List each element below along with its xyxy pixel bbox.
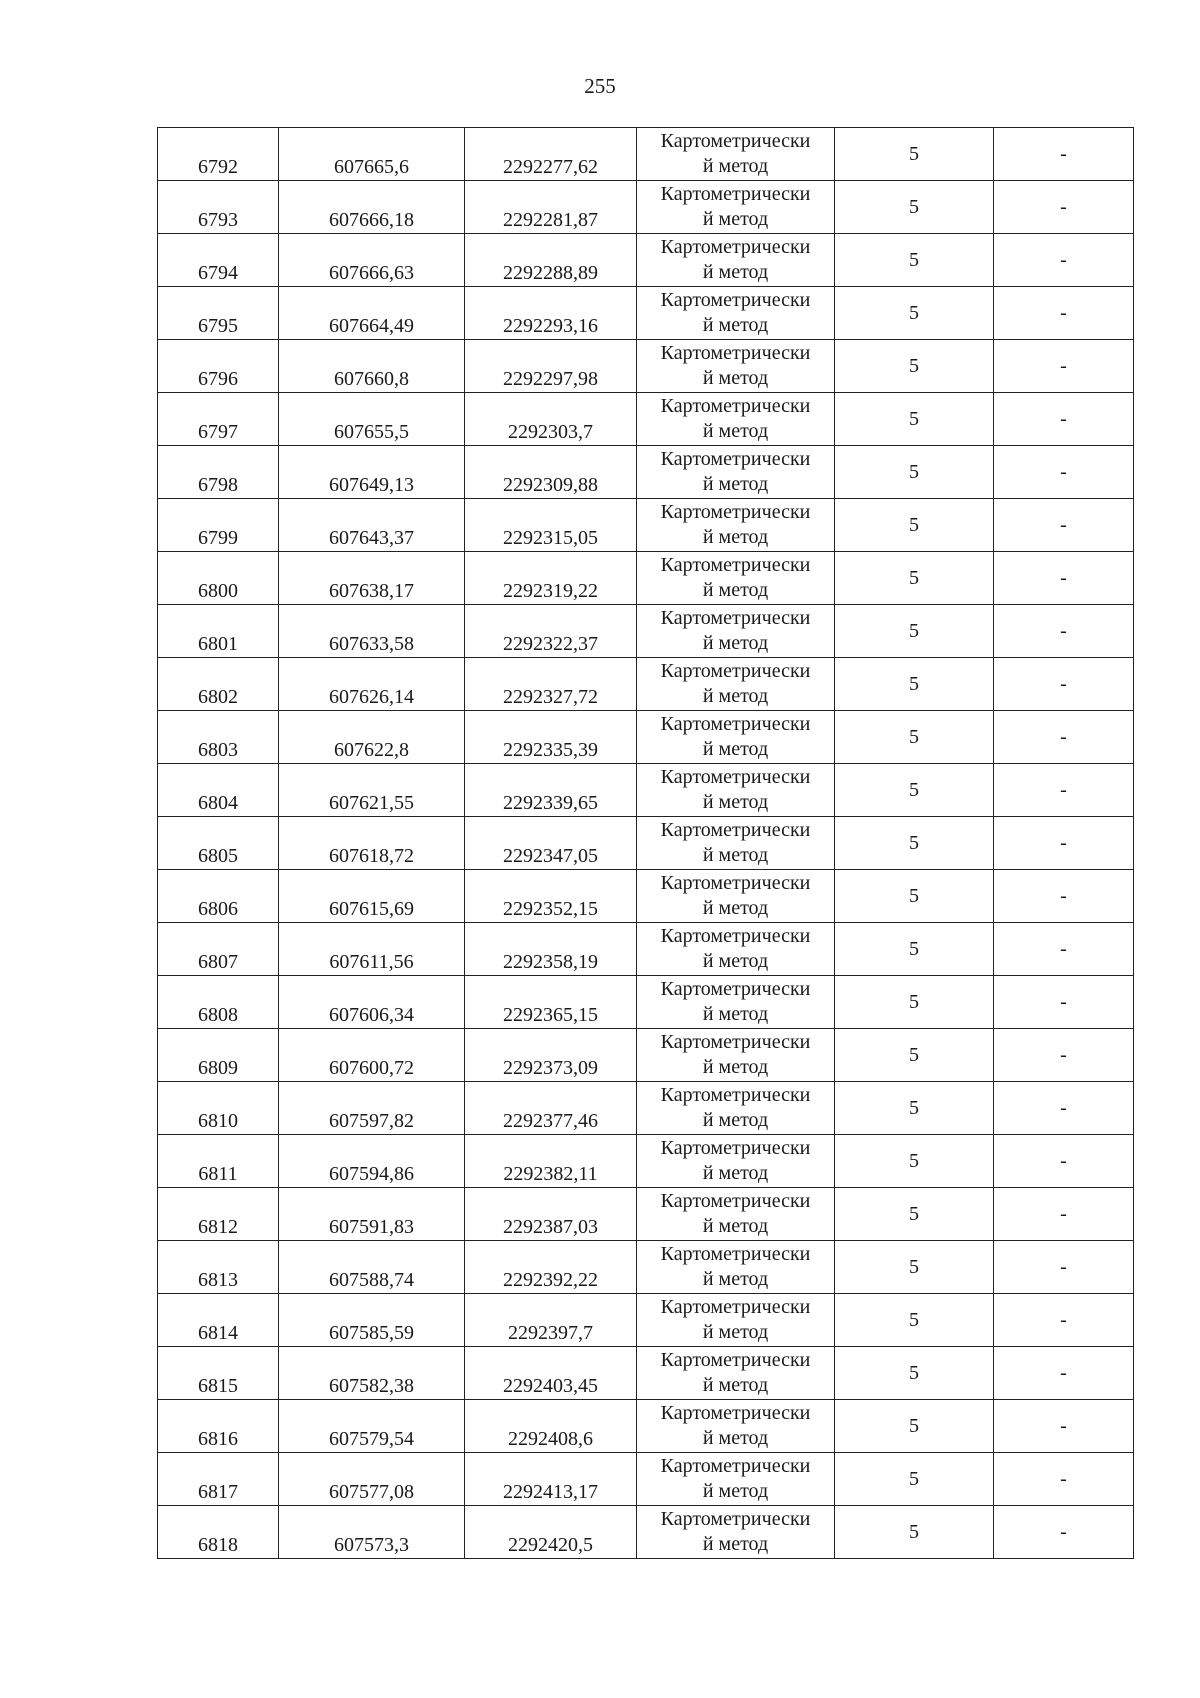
- method-text-line2: й метод: [702, 1374, 769, 1396]
- table-row: [158, 1241, 1134, 1294]
- point-number-cell: 6818: [158, 1506, 279, 1559]
- accuracy-cell: 5: [835, 976, 994, 1029]
- y-coordinate-cell: 2292277,62: [465, 128, 637, 181]
- method-text-line1: Картометрически: [660, 1031, 811, 1053]
- method-text-line2: й метод: [702, 844, 769, 866]
- method-text-line1: Картометрически: [660, 554, 811, 576]
- table-row: [158, 287, 1134, 340]
- method-cell: [637, 923, 835, 976]
- y-coordinate-cell: 2292387,03: [465, 1188, 637, 1241]
- table-row: [158, 1135, 1134, 1188]
- table-row: [158, 1400, 1134, 1453]
- method-cell: [637, 552, 835, 605]
- accuracy-cell: 5: [835, 711, 994, 764]
- x-coordinate-cell: 607597,82: [279, 1082, 465, 1135]
- accuracy-cell: 5: [835, 1188, 994, 1241]
- accuracy-cell: 5: [835, 128, 994, 181]
- accuracy-cell: 5: [835, 181, 994, 234]
- table-body: [158, 128, 1134, 1559]
- x-coordinate-cell: 607633,58: [279, 605, 465, 658]
- x-coordinate-cell: 607666,63: [279, 234, 465, 287]
- table-row: [158, 711, 1134, 764]
- y-coordinate-cell: 2292315,05: [465, 499, 637, 552]
- y-coordinate-cell: 2292309,88: [465, 446, 637, 499]
- y-coordinate-cell: 2292392,22: [465, 1241, 637, 1294]
- point-number-cell: 6797: [158, 393, 279, 446]
- point-number-cell: 6807: [158, 923, 279, 976]
- y-coordinate-cell: 2292352,15: [465, 870, 637, 923]
- point-number-cell: 6798: [158, 446, 279, 499]
- x-coordinate-cell: 607611,56: [279, 923, 465, 976]
- accuracy-cell: 5: [835, 817, 994, 870]
- method-text-line1: Картометрически: [660, 1402, 811, 1424]
- method-cell: [637, 658, 835, 711]
- point-number-cell: 6800: [158, 552, 279, 605]
- table-row: [158, 446, 1134, 499]
- x-coordinate-cell: 607622,8: [279, 711, 465, 764]
- method-text-line1: Картометрически: [660, 607, 811, 629]
- method-text-line2: й метод: [702, 579, 769, 601]
- y-coordinate-cell: 2292413,17: [465, 1453, 637, 1506]
- method-text-line1: Картометрически: [660, 819, 811, 841]
- accuracy-cell: 5: [835, 234, 994, 287]
- y-coordinate-cell: 2292322,37: [465, 605, 637, 658]
- table-row: [158, 605, 1134, 658]
- note-cell: -: [994, 287, 1134, 340]
- accuracy-cell: 5: [835, 287, 994, 340]
- y-coordinate-cell: 2292377,46: [465, 1082, 637, 1135]
- point-number-cell: 6815: [158, 1347, 279, 1400]
- method-text-line1: Картометрически: [660, 342, 811, 364]
- method-cell: [637, 1506, 835, 1559]
- method-cell: [637, 1294, 835, 1347]
- method-text-line2: й метод: [702, 1056, 769, 1078]
- accuracy-cell: 5: [835, 1241, 994, 1294]
- x-coordinate-cell: 607666,18: [279, 181, 465, 234]
- method-text-line2: й метод: [702, 738, 769, 760]
- x-coordinate-cell: 607579,54: [279, 1400, 465, 1453]
- method-text-line2: й метод: [702, 1215, 769, 1237]
- accuracy-cell: 5: [835, 1400, 994, 1453]
- method-text-line2: й метод: [702, 1427, 769, 1449]
- method-text-line2: й метод: [702, 1162, 769, 1184]
- x-coordinate-cell: 607582,38: [279, 1347, 465, 1400]
- y-coordinate-cell: 2292365,15: [465, 976, 637, 1029]
- method-text-line1: Картометрически: [660, 1349, 811, 1371]
- note-cell: -: [994, 817, 1134, 870]
- accuracy-cell: 5: [835, 552, 994, 605]
- accuracy-cell: 5: [835, 1029, 994, 1082]
- method-text-line1: Картометрически: [660, 130, 811, 152]
- y-coordinate-cell: 2292420,5: [465, 1506, 637, 1559]
- y-coordinate-cell: 2292335,39: [465, 711, 637, 764]
- method-text-line2: й метод: [702, 314, 769, 336]
- method-text-line2: й метод: [702, 632, 769, 654]
- x-coordinate-cell: 607594,86: [279, 1135, 465, 1188]
- note-cell: -: [994, 1347, 1134, 1400]
- accuracy-cell: 5: [835, 923, 994, 976]
- method-text-line1: Картометрически: [660, 501, 811, 523]
- note-cell: -: [994, 976, 1134, 1029]
- x-coordinate-cell: 607626,14: [279, 658, 465, 711]
- method-text-line2: й метод: [702, 897, 769, 919]
- x-coordinate-cell: 607577,08: [279, 1453, 465, 1506]
- x-coordinate-cell: 607649,13: [279, 446, 465, 499]
- point-number-cell: 6796: [158, 340, 279, 393]
- y-coordinate-cell: 2292373,09: [465, 1029, 637, 1082]
- table-row: [158, 817, 1134, 870]
- method-cell: [637, 181, 835, 234]
- method-text-line1: Картометрически: [660, 1084, 811, 1106]
- table-row: [158, 658, 1134, 711]
- note-cell: -: [994, 1453, 1134, 1506]
- y-coordinate-cell: 2292358,19: [465, 923, 637, 976]
- accuracy-cell: 5: [835, 1135, 994, 1188]
- x-coordinate-cell: 607665,6: [279, 128, 465, 181]
- point-number-cell: 6812: [158, 1188, 279, 1241]
- table-row: [158, 1453, 1134, 1506]
- method-cell: [637, 1400, 835, 1453]
- method-cell: [637, 128, 835, 181]
- method-text-line1: Картометрически: [660, 1296, 811, 1318]
- y-coordinate-cell: 2292339,65: [465, 764, 637, 817]
- method-cell: [637, 1135, 835, 1188]
- table-row: [158, 552, 1134, 605]
- table-row: [158, 976, 1134, 1029]
- method-text-line1: Картометрически: [660, 1190, 811, 1212]
- x-coordinate-cell: 607621,55: [279, 764, 465, 817]
- table-row: [158, 1506, 1134, 1559]
- method-cell: [637, 393, 835, 446]
- y-coordinate-cell: 2292293,16: [465, 287, 637, 340]
- method-cell: [637, 1029, 835, 1082]
- point-number-cell: 6795: [158, 287, 279, 340]
- method-text-line1: Картометрически: [660, 925, 811, 947]
- note-cell: -: [994, 1506, 1134, 1559]
- x-coordinate-cell: 607606,34: [279, 976, 465, 1029]
- y-coordinate-cell: 2292408,6: [465, 1400, 637, 1453]
- method-text-line2: й метод: [702, 1003, 769, 1025]
- table-row: [158, 234, 1134, 287]
- accuracy-cell: 5: [835, 446, 994, 499]
- method-text-line2: й метод: [702, 1533, 769, 1555]
- method-cell: [637, 1241, 835, 1294]
- point-number-cell: 6811: [158, 1135, 279, 1188]
- method-text-line2: й метод: [702, 155, 769, 177]
- method-cell: [637, 287, 835, 340]
- table-row: [158, 340, 1134, 393]
- method-text-line1: Картометрически: [660, 766, 811, 788]
- table-row: [158, 393, 1134, 446]
- note-cell: -: [994, 128, 1134, 181]
- note-cell: -: [994, 340, 1134, 393]
- method-text-line1: Картометрически: [660, 1508, 811, 1530]
- note-cell: -: [994, 658, 1134, 711]
- method-text-line1: Картометрически: [660, 1455, 811, 1477]
- note-cell: -: [994, 234, 1134, 287]
- method-cell: [637, 870, 835, 923]
- coordinates-table: [157, 127, 1134, 1559]
- x-coordinate-cell: 607655,5: [279, 393, 465, 446]
- accuracy-cell: 5: [835, 658, 994, 711]
- x-coordinate-cell: 607591,83: [279, 1188, 465, 1241]
- point-number-cell: 6816: [158, 1400, 279, 1453]
- method-cell: [637, 605, 835, 658]
- table-row: [158, 128, 1134, 181]
- method-cell: [637, 446, 835, 499]
- x-coordinate-cell: 607600,72: [279, 1029, 465, 1082]
- table-row: [158, 1347, 1134, 1400]
- y-coordinate-cell: 2292397,7: [465, 1294, 637, 1347]
- method-text-line2: й метод: [702, 208, 769, 230]
- page-number: 255: [584, 74, 616, 98]
- point-number-cell: 6794: [158, 234, 279, 287]
- accuracy-cell: 5: [835, 1294, 994, 1347]
- y-coordinate-cell: 2292319,22: [465, 552, 637, 605]
- method-text-line2: й метод: [702, 261, 769, 283]
- method-text-line2: й метод: [702, 1268, 769, 1290]
- point-number-cell: 6817: [158, 1453, 279, 1506]
- x-coordinate-cell: 607615,69: [279, 870, 465, 923]
- x-coordinate-cell: 607660,8: [279, 340, 465, 393]
- method-text-line2: й метод: [702, 1480, 769, 1502]
- y-coordinate-cell: 2292347,05: [465, 817, 637, 870]
- x-coordinate-cell: 607573,3: [279, 1506, 465, 1559]
- accuracy-cell: 5: [835, 393, 994, 446]
- accuracy-cell: 5: [835, 605, 994, 658]
- note-cell: -: [994, 870, 1134, 923]
- method-cell: [637, 340, 835, 393]
- point-number-cell: 6793: [158, 181, 279, 234]
- note-cell: -: [994, 1400, 1134, 1453]
- method-text-line1: Картометрически: [660, 660, 811, 682]
- point-number-cell: 6813: [158, 1241, 279, 1294]
- method-cell: [637, 976, 835, 1029]
- note-cell: -: [994, 1241, 1134, 1294]
- x-coordinate-cell: 607618,72: [279, 817, 465, 870]
- y-coordinate-cell: 2292403,45: [465, 1347, 637, 1400]
- method-text-line1: Картометрически: [660, 1243, 811, 1265]
- x-coordinate-cell: 607643,37: [279, 499, 465, 552]
- point-number-cell: 6808: [158, 976, 279, 1029]
- note-cell: -: [994, 605, 1134, 658]
- method-cell: [637, 817, 835, 870]
- method-text-line1: Картометрически: [660, 978, 811, 1000]
- method-text-line1: Картометрически: [660, 289, 811, 311]
- y-coordinate-cell: 2292297,98: [465, 340, 637, 393]
- method-text-line2: й метод: [702, 950, 769, 972]
- table-row: [158, 923, 1134, 976]
- method-text-line2: й метод: [702, 473, 769, 495]
- table-row: [158, 870, 1134, 923]
- method-cell: [637, 1188, 835, 1241]
- accuracy-cell: 5: [835, 1347, 994, 1400]
- note-cell: -: [994, 552, 1134, 605]
- point-number-cell: 6792: [158, 128, 279, 181]
- method-text-line2: й метод: [702, 791, 769, 813]
- note-cell: -: [994, 923, 1134, 976]
- method-text-line1: Картометрически: [660, 1137, 811, 1159]
- y-coordinate-cell: 2292327,72: [465, 658, 637, 711]
- accuracy-cell: 5: [835, 1506, 994, 1559]
- method-text-line2: й метод: [702, 367, 769, 389]
- point-number-cell: 6809: [158, 1029, 279, 1082]
- y-coordinate-cell: 2292281,87: [465, 181, 637, 234]
- x-coordinate-cell: 607664,49: [279, 287, 465, 340]
- table-row: [158, 1294, 1134, 1347]
- point-number-cell: 6806: [158, 870, 279, 923]
- method-text-line2: й метод: [702, 1109, 769, 1131]
- note-cell: -: [994, 1188, 1134, 1241]
- method-cell: [637, 1453, 835, 1506]
- y-coordinate-cell: 2292303,7: [465, 393, 637, 446]
- point-number-cell: 6805: [158, 817, 279, 870]
- note-cell: -: [994, 393, 1134, 446]
- method-cell: [637, 764, 835, 817]
- note-cell: -: [994, 711, 1134, 764]
- x-coordinate-cell: 607588,74: [279, 1241, 465, 1294]
- y-coordinate-cell: 2292382,11: [465, 1135, 637, 1188]
- method-text-line1: Картометрически: [660, 395, 811, 417]
- note-cell: -: [994, 1082, 1134, 1135]
- table-row: [158, 181, 1134, 234]
- x-coordinate-cell: 607638,17: [279, 552, 465, 605]
- note-cell: -: [994, 446, 1134, 499]
- accuracy-cell: 5: [835, 1453, 994, 1506]
- method-text-line2: й метод: [702, 685, 769, 707]
- note-cell: -: [994, 181, 1134, 234]
- table-row: [158, 1082, 1134, 1135]
- method-text-line2: й метод: [702, 420, 769, 442]
- y-coordinate-cell: 2292288,89: [465, 234, 637, 287]
- method-cell: [637, 234, 835, 287]
- point-number-cell: 6801: [158, 605, 279, 658]
- point-number-cell: 6804: [158, 764, 279, 817]
- table-row: [158, 499, 1134, 552]
- point-number-cell: 6799: [158, 499, 279, 552]
- point-number-cell: 6802: [158, 658, 279, 711]
- point-number-cell: 6810: [158, 1082, 279, 1135]
- method-cell: [637, 711, 835, 764]
- table-row: [158, 1029, 1134, 1082]
- note-cell: -: [994, 499, 1134, 552]
- method-cell: [637, 1082, 835, 1135]
- accuracy-cell: 5: [835, 764, 994, 817]
- table-row: [158, 1188, 1134, 1241]
- method-cell: [637, 1347, 835, 1400]
- point-number-cell: 6814: [158, 1294, 279, 1347]
- note-cell: -: [994, 1135, 1134, 1188]
- method-text-line2: й метод: [702, 526, 769, 548]
- x-coordinate-cell: 607585,59: [279, 1294, 465, 1347]
- accuracy-cell: 5: [835, 870, 994, 923]
- method-text-line1: Картометрически: [660, 448, 811, 470]
- point-number-cell: 6803: [158, 711, 279, 764]
- note-cell: -: [994, 764, 1134, 817]
- method-text-line1: Картометрически: [660, 872, 811, 894]
- method-cell: [637, 499, 835, 552]
- method-text-line1: Картометрически: [660, 713, 811, 735]
- table-row: [158, 764, 1134, 817]
- method-text-line2: й метод: [702, 1321, 769, 1343]
- accuracy-cell: 5: [835, 340, 994, 393]
- method-text-line1: Картометрически: [660, 183, 811, 205]
- method-text-line1: Картометрически: [660, 236, 811, 258]
- note-cell: -: [994, 1029, 1134, 1082]
- accuracy-cell: 5: [835, 499, 994, 552]
- accuracy-cell: 5: [835, 1082, 994, 1135]
- note-cell: -: [994, 1294, 1134, 1347]
